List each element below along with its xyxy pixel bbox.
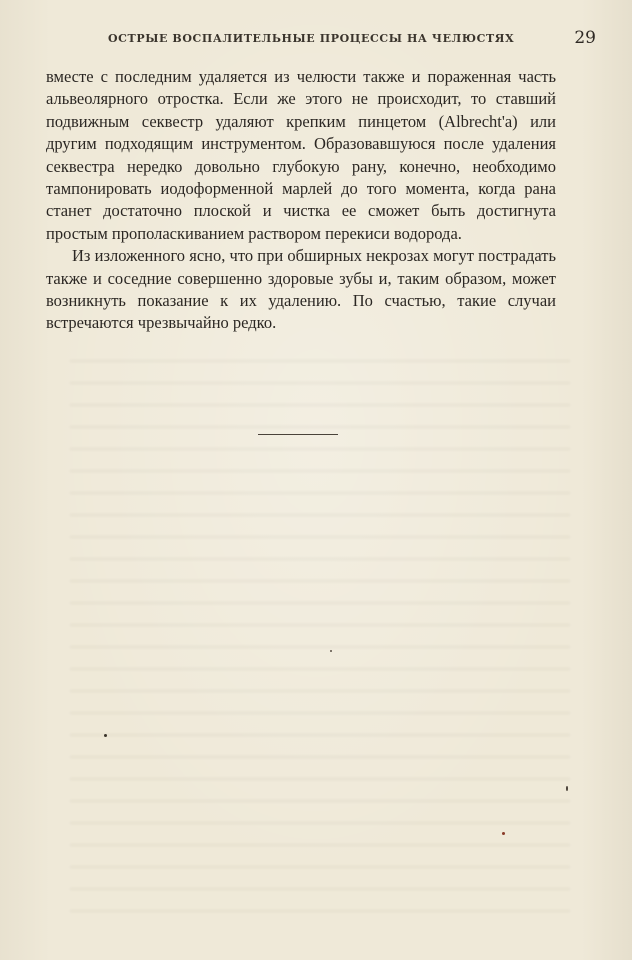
paragraph-continuation: вместе с последним удаляется из челюсти также и пораженная часть альвеолярного отростка. Если же этого не происходит, то ставший подвижным секвестр удаляют крепким пинцетом (Albrecht'a) или другим подходящим инструментом. Образовавшуюся после удаления секвестра нередко довольно глубокую рану, конечно, необходимо тампонировать иодоформенной марлей до того момента, когда рана станет достаточно плоской и чистка ее сможет быть достигнута простым прополаскиванием раствором перекиси водорода. [46, 67, 556, 243]
show-through-bleed [70, 360, 570, 920]
running-title: ОСТРЫЕ ВОСПАЛИТЕЛЬНЫЕ ПРОЦЕССЫ НА ЧЕЛЮСТЯХ [108, 32, 515, 45]
speck-dot [330, 650, 332, 652]
paragraph-conclusion: Из изложенного ясно, что при обширных некрозах могут пострадать также и соседние совершенно здоровые зубы и, таким образом, может возникнуть показание к их удалению. По счастью, такие случаи встречаются чрезвычайно редко. [46, 246, 556, 333]
speck-dot [566, 786, 568, 791]
page-number: 29 [574, 28, 596, 48]
speck-dot [502, 832, 505, 835]
section-end-rule [258, 434, 338, 435]
page-header [40, 28, 600, 52]
speck-dot [104, 734, 107, 737]
body-text [46, 66, 556, 335]
